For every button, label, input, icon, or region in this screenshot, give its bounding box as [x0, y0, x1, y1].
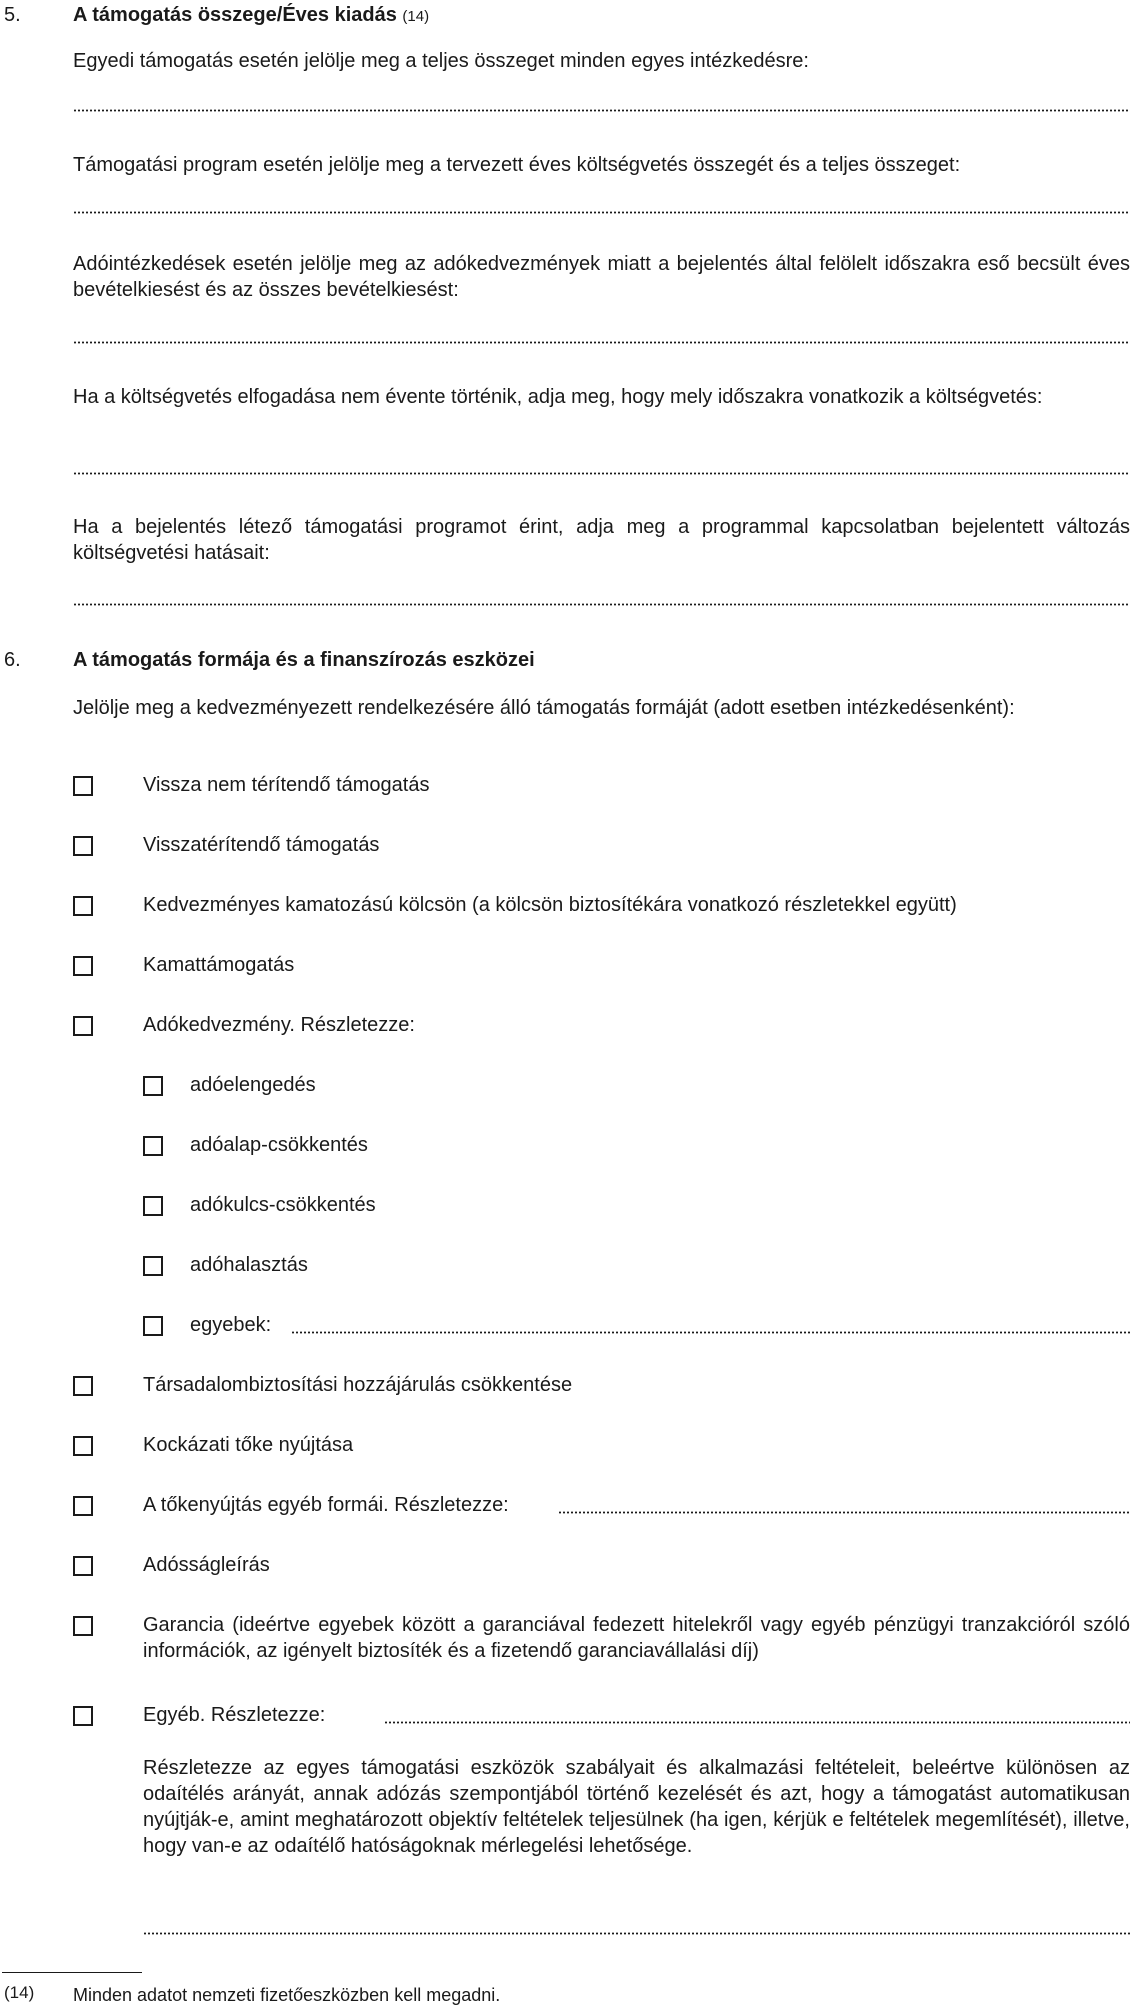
option-label: Vissza nem térítendő támogatás — [143, 774, 430, 796]
section-5-line-4: Ha a költségvetés elfogadása nem évente történik, adja meg, hogy mely időszakra vonatkozik a költségvetés: — [73, 386, 1043, 408]
sub-option-label: adóhalasztás — [190, 1254, 308, 1276]
option-label: Társadalombiztosítási hozzájárulás csökkentése — [143, 1374, 573, 1396]
section-6-number: 6. — [4, 649, 21, 671]
checkbox-soft-loan[interactable] — [73, 896, 93, 916]
option-label: Egyéb. Részletezze: — [143, 1704, 326, 1726]
footnote-rule — [2, 1972, 142, 1973]
checkbox-tax-base-reduction[interactable] — [143, 1136, 163, 1156]
option-label: Garancia (ideértve egyebek között a garanciával fedezett hitelekről vagy egyéb pénzügyi tranzakcióról szóló információk, az igényelt biztosíték és a fizetendő garanciavállalási díj) — [143, 1614, 1130, 1662]
checkbox-non-repayable-grant[interactable] — [73, 776, 93, 796]
section-5-title — [73, 2, 429, 30]
answer-field-tax-revenue-loss[interactable] — [73, 341, 1130, 344]
option-label: Kockázati tőke nyújtása — [143, 1434, 354, 1456]
section-5-number: 5. — [4, 4, 21, 26]
checkbox-other[interactable] — [73, 1706, 93, 1726]
section-5-line-5: Ha a bejelentés létező támogatási programot érint, adja meg a programmal kapcsolatban bejelentett változás költségvetési hatásait: — [73, 516, 1130, 564]
section-5-footnote-ref: (14) — [402, 8, 430, 25]
checkbox-social-security-reduction[interactable] — [73, 1376, 93, 1396]
sub-option-label: adóelengedés — [190, 1074, 316, 1096]
checkbox-tax-rate-reduction[interactable] — [143, 1196, 163, 1216]
option-label: Adósságleírás — [143, 1554, 270, 1576]
checkbox-debt-write-off[interactable] — [73, 1556, 93, 1576]
checkbox-interest-subsidy[interactable] — [73, 956, 93, 976]
checkbox-tax-deferment[interactable] — [143, 1256, 163, 1276]
option-label: Kamattámogatás — [143, 954, 295, 976]
section-6-intro: Jelölje meg a kedvezményezett rendelkezésére álló támogatás formáját (adott esetben intézkedésenként): — [73, 697, 1015, 719]
checkbox-tax-advantage[interactable] — [73, 1016, 93, 1036]
footnote-text: Minden adatot nemzeti fizetőeszközben kell megadni. — [73, 1985, 501, 2005]
answer-field-budget-period[interactable] — [73, 472, 1130, 475]
checkbox-repayable-advance[interactable] — [73, 836, 93, 856]
answer-field-other-equity[interactable] — [558, 1511, 1130, 1514]
section-5-title-text: A támogatás összege/Éves kiadás — [73, 4, 397, 26]
checkbox-tax-exemption[interactable] — [143, 1076, 163, 1096]
answer-field-details[interactable] — [143, 1932, 1130, 1935]
section-6-title: A támogatás formája és a finanszírozás eszközei — [73, 649, 535, 671]
sub-option-label: adóalap-csökkentés — [190, 1134, 368, 1156]
option-label: Kedvezményes kamatozású kölcsön (a kölcsön biztosítékára vonatkozó részletekkel együtt) — [143, 894, 957, 916]
section-6-details: Részletezze az egyes támogatási eszközök szabályait és alkalmazási feltételeit, beleértve különösen az odaítélés arányát, annak adózás szempontjából történő kezelését és azt, hogy a támogatást automatikusan nyújtják-e, amint meghatározott objektív feltételek teljesülnek (ha igen, kérjük e feltételek megemlítését), illetve, hogy van-e az odaítélő hatóságoknak mérlegelési lehetősége. — [143, 1757, 1130, 1857]
checkbox-tax-other[interactable] — [143, 1316, 163, 1336]
sub-option-label: egyebek: — [190, 1314, 272, 1336]
answer-field-scheme-budget[interactable] — [73, 211, 1130, 214]
option-label: A tőkenyújtás egyéb formái. Részletezze: — [143, 1494, 509, 1516]
answer-field-tax-other[interactable] — [291, 1331, 1130, 1334]
option-label: Visszatérítendő támogatás — [143, 834, 380, 856]
section-5-line-3: Adóintézkedések esetén jelölje meg az adókedvezmények miatt a bejelentés által felölelt időszakra eső becsült éves bevételkiesést és az összes bevételkiesést: — [73, 253, 1130, 301]
sub-option-label: adókulcs-csökkentés — [190, 1194, 376, 1216]
option-label: Adókedvezmény. Részletezze: — [143, 1014, 415, 1036]
answer-field-individual-aid[interactable] — [73, 109, 1130, 112]
checkbox-guarantee[interactable] — [73, 1616, 93, 1636]
section-5-line-2: Támogatási program esetén jelölje meg a tervezett éves költségvetés összegét és a teljes összeget: — [73, 154, 961, 176]
answer-field-other[interactable] — [384, 1721, 1130, 1724]
section-5-line-1: Egyedi támogatás esetén jelölje meg a teljes összeget minden egyes intézkedésre: — [73, 50, 809, 72]
checkbox-risk-capital[interactable] — [73, 1436, 93, 1456]
answer-field-budget-impact[interactable] — [73, 603, 1130, 606]
checkbox-other-equity[interactable] — [73, 1496, 93, 1516]
footnote-marker: (14) — [4, 1983, 35, 2002]
